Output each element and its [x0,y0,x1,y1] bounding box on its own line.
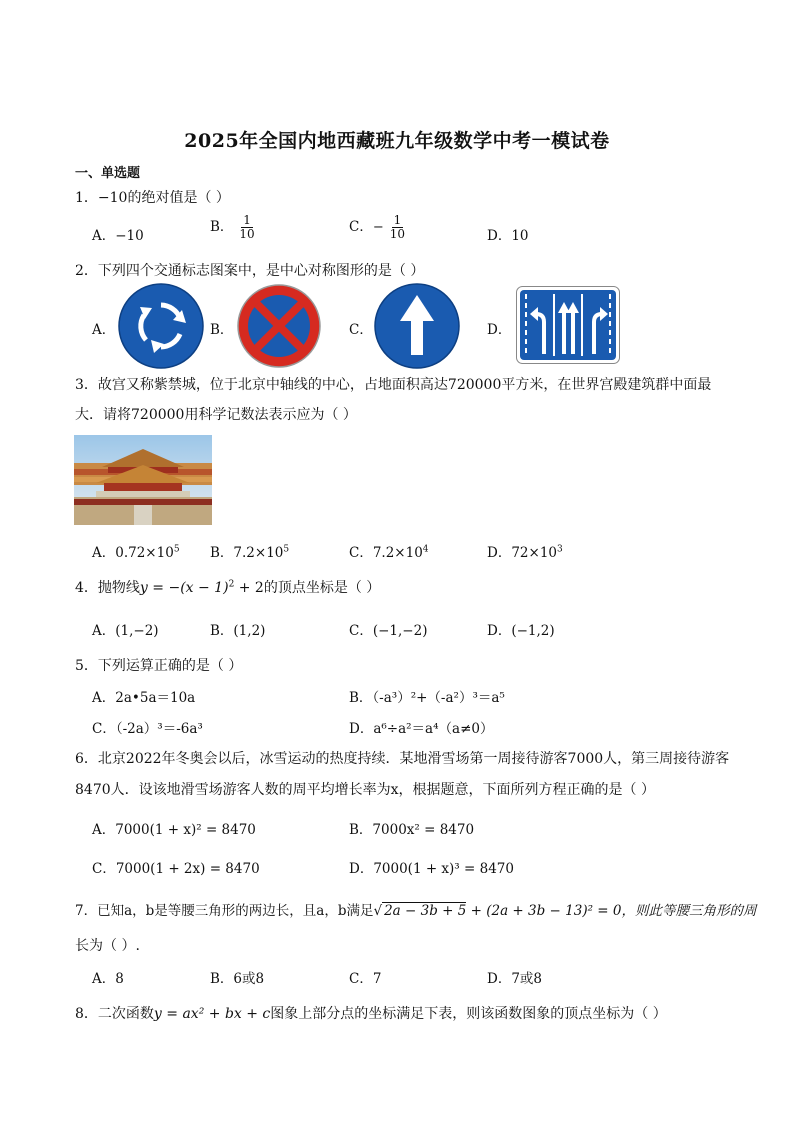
q1-c-den: 10 [389,227,406,241]
q1-b-label: B． [210,219,234,235]
q3-option-a [92,541,180,561]
q1-a-label: A． [92,228,116,244]
q1-b-num: 1 [243,213,251,227]
q7-option-d: D．7或8 [487,971,543,987]
roundabout-sign-icon [118,283,204,369]
q2-c-label: C． [349,322,373,338]
q6-option-d: D．7000(1 + x)³ = 8470 [349,861,514,877]
q4-stem-pre: 4．抛物线 [75,580,140,596]
question-3-stem-line2: 大．请将720000用科学记数法表示应为（ ） [75,407,357,423]
q8-stem-post: 图象上部分点的坐标满足下表，则该函数图象的顶点坐标为（ ） [270,1006,667,1022]
q3-a-base: A．0.72×10 [92,545,174,561]
q3-d-exp: 3 [557,544,563,555]
question-7-stem-line1 [75,899,757,919]
q5-option-a: A．2a•5a＝10a [92,690,196,706]
no-stopping-sign-icon [236,283,322,369]
q3-a-exp: 5 [173,544,180,555]
q4-option-a: A．(1,−2) [92,623,159,639]
section-heading: 一、单选题 [75,166,141,181]
q6-option-c: C．7000(1 + 2x) = 8470 [92,861,260,877]
straight-ahead-sign-icon [374,283,460,369]
q3-c-exp: 4 [422,544,429,555]
question-4-stem [75,577,380,597]
question-5-stem: 5．下列运算正确的是（ ） [75,658,243,674]
question-1-stem: 1．−10的绝对值是（ ） [75,190,230,206]
question-2-stem: 2．下列四个交通标志图案中，是中心对称图形的是（ ） [75,263,425,279]
question-6-stem-line1: 6．北京2022年冬奥会以后，冰雪运动的热度持续．某地滑雪场第一周接待游客7000人，第三周接待游客 [75,751,730,767]
q1-option-b [210,214,257,241]
q7-option-c: C．7 [349,971,382,987]
question-3-stem-line1: 3．故宫又称紫禁城，位于北京中轴线的中心，占地面积高达720000平方米，在世界宫殿建筑群中面最 [75,377,712,393]
forbidden-city-photo [74,435,212,525]
q3-b-base: B．7.2×10 [210,545,284,561]
q3-option-c [349,541,429,561]
q1-b-fraction [237,214,256,241]
q7-stem-mid: + (2a + 3b − 13)² = 0，则此等腰三角形的周 [466,903,757,919]
q3-b-exp: 5 [283,544,290,555]
q7-option-b: B．6或8 [210,971,265,987]
q5-option-b: B．（-a³）²+（-a²）³＝a⁵ [349,690,505,706]
q8-formula: y = ax² + bx + c [153,1006,271,1022]
q1-d-value: 10 [511,228,529,244]
q1-option-a [92,224,144,244]
q4-option-b: B．(1,2) [210,623,266,639]
q5-option-d: D．a⁶÷a²＝a⁴（a≠0） [349,721,494,737]
q1-c-fraction [388,214,407,241]
q1-b-den: 10 [239,227,255,241]
q1-option-c [349,214,407,241]
q4-option-c: C．(−1,−2) [349,623,428,639]
q4-formula-post: + 2 [234,580,264,596]
q3-option-d [487,541,563,561]
lane-direction-sign-icon [516,286,620,364]
q6-option-a: A．7000(1 + x)² = 8470 [92,822,256,838]
q3-d-base: D．72×10 [487,545,557,561]
q1-c-num: 1 [393,213,402,227]
q3-option-b [210,541,289,561]
q4-formula: y = −(x − 1) [139,580,229,596]
q1-c-sign: − [372,220,384,235]
page-title: 2025年全国内地西藏班九年级数学中考一模试卷 [184,130,610,152]
q2-a-label: A． [92,322,116,338]
question-8-stem [75,1003,667,1023]
question-7-stem-line2: 长为（ ）. [75,938,140,954]
q8-stem-pre: 8．二次函数 [75,1006,154,1022]
q2-b-label: B． [210,322,234,338]
q3-c-base: C．7.2×10 [349,545,423,561]
q7-option-a: A．8 [92,971,124,987]
q1-d-label: D． [487,228,512,244]
q6-option-b: B．7000x² = 8470 [349,822,475,838]
q7-sqrt-sign: √ [373,903,383,919]
q1-a-value: −10 [115,228,144,244]
q7-stem-pre: 7．已知a，b是等腰三角形的两边长，且a，b满足 [75,903,374,919]
question-6-stem-line2: 8470人．设该地滑雪场游客人数的周平均增长率为x，根据题意，下面所列方程正确的是（ ） [75,782,655,798]
q4-option-d: D．(−1,2) [487,623,555,639]
q4-stem-post: 的顶点坐标是（ ） [263,580,381,596]
q1-option-d [487,224,529,244]
q2-d-label: D． [487,322,512,338]
q5-option-c: C．（-2a）³＝-6a³ [92,721,203,737]
q7-sqrt-content: 2a − 3b + 5 [384,903,467,919]
q1-c-label: C． [349,219,373,235]
q4-formula-exp: 2 [228,579,235,590]
